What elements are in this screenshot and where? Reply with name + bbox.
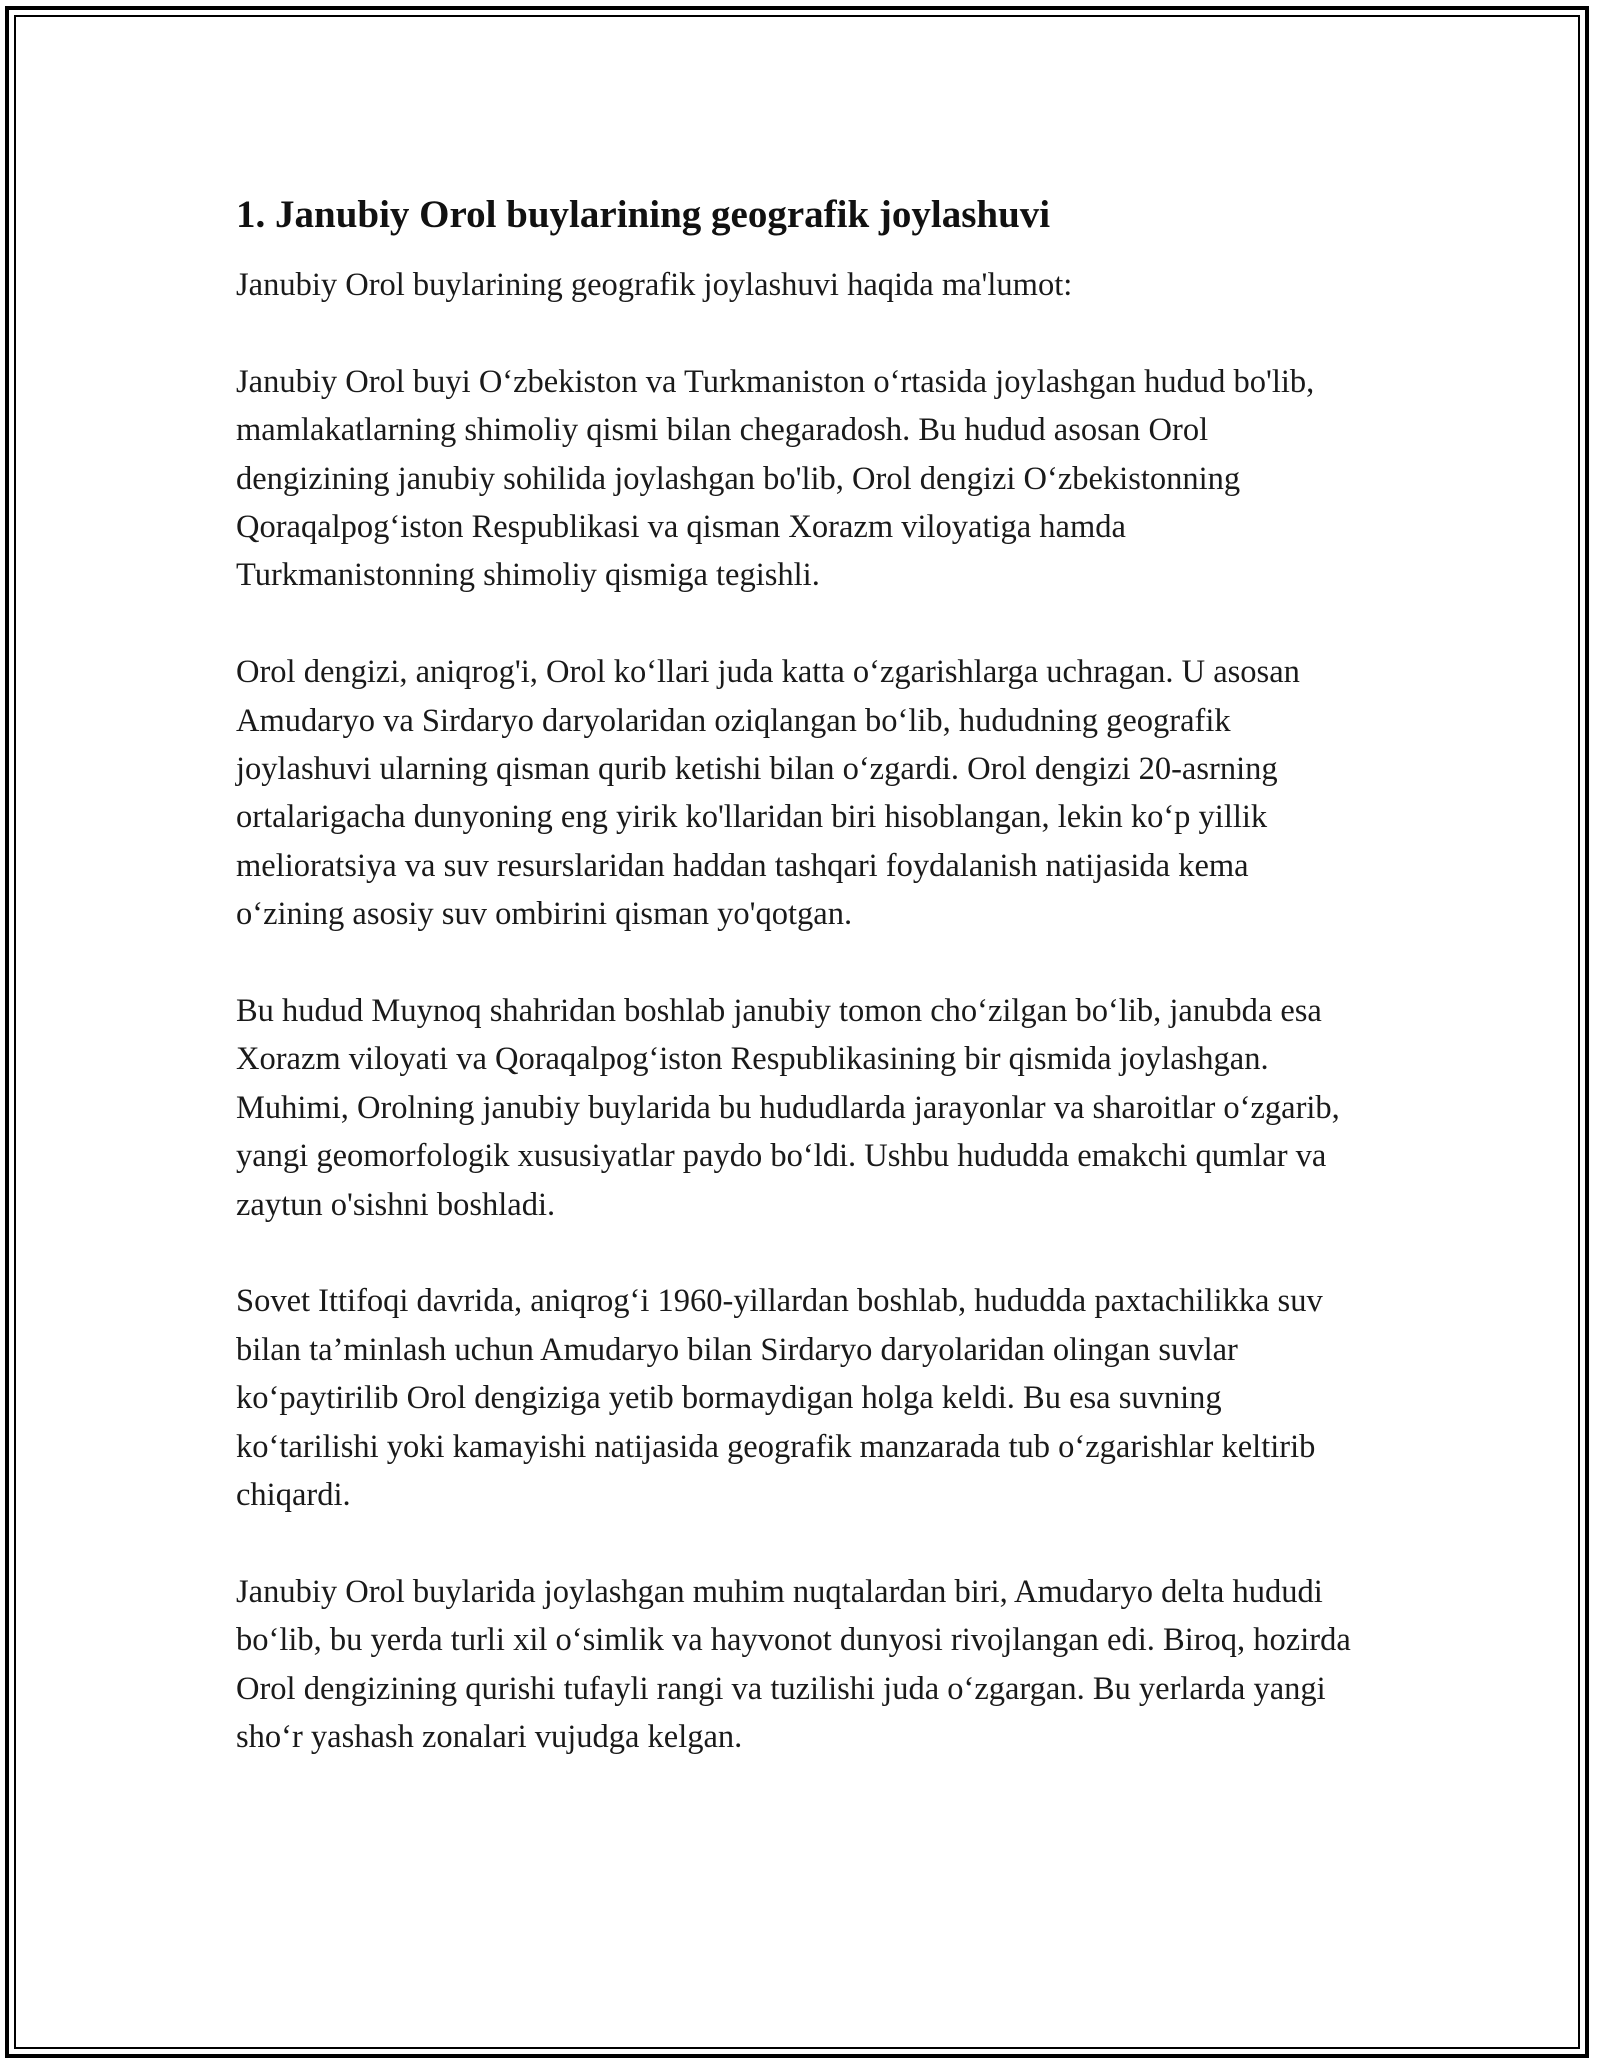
paragraph-muynoq: Bu hudud Muynoq shahridan boshlab janubiy tomon cho‘zilgan bo‘lib, janubda esa Xorazm viloyati va Qoraqalpog‘iston Respublikasining bir qismida joylashgan. Muhimi, Orolning janubiy buylarida bu hududlarda jarayonlar va sharoitlar o‘zgarib, yangi geomorfologik xususiyatlar paydo bo‘ldi. Ushbu hududda emakchi qumlar va zaytun o'sishni boshladi. (236, 993, 1340, 1223)
paragraph-amudarya-delta: Janubiy Orol buylarida joylashgan muhim nuqtalardan biri, Amudaryo delta hududi bo‘lib, bu yerda turli xil o‘simlik va hayvonot dunyosi rivojlangan edi. Biroq, hozirda Orol dengizining qurishi tufayli rangi va tuzilishi juda o‘zgargan. Bu yerlarda yangi sho‘r yashash zonalari vujudga kelgan. (236, 1573, 1351, 1756)
section-heading: 1. Janubiy Orol buylarining geografik joylashuvi (236, 193, 1051, 236)
paragraph-intro: Janubiy Orol buylarining geografik joylashuvi haqida ma'lumot: (236, 267, 1073, 303)
paragraph-soviet-era: Sovet Ittifoqi davrida, aniqrog‘i 1960-yillardan boshlab, hududda paxtachilikka suv bilan ta’minlash uchun Amudaryo bilan Sirdaryo daryolaridan olingan suvlar ko‘paytirilib Orol dengiziga yetib bormaydigan holga keldi. Bu esa suvning ko‘tarilishi yoki kamayishi natijasida geografik manzarada tub o‘zgarishlar keltirib chiqardi. (236, 1283, 1323, 1514)
document-body (236, 187, 1364, 1810)
paragraph-location: Janubiy Orol buyi O‘zbekiston va Turkmaniston o‘rtasida joylashgan hudud bo'lib, mamlakatlarning shimoliy qismi bilan chegaradosh. Bu hudud asosan Orol dengizining janubiy sohilida joylashgan bo'lib, Orol dengizi O‘zbekistonning Qoraqalpog‘iston Respublikasi va qisman Xorazm viloyatiga hamda Turkmanistonning shimoliy qismiga tegishli. (236, 363, 1315, 594)
paragraph-aral-changes: Orol dengizi, aniqrog'i, Orol ko‘llari juda katta o‘zgarishlarga uchragan. U asosan Amudaryo va Sirdaryo daryolaridan oziqlangan bo‘lib, hududning geografik joylashuvi ularning qisman qurib ketishi bilan o‘zgardi. Orol dengizi 20-asrning ortalarigacha dunyoning eng yirik ko'llaridan biri hisoblangan, lekin ko‘p yillik melioratsiya va suv resurslaridan haddan tashqari foydalanish natijasida kema o‘zining asosiy suv ombirini qisman yo'qotgan. (236, 654, 1300, 933)
